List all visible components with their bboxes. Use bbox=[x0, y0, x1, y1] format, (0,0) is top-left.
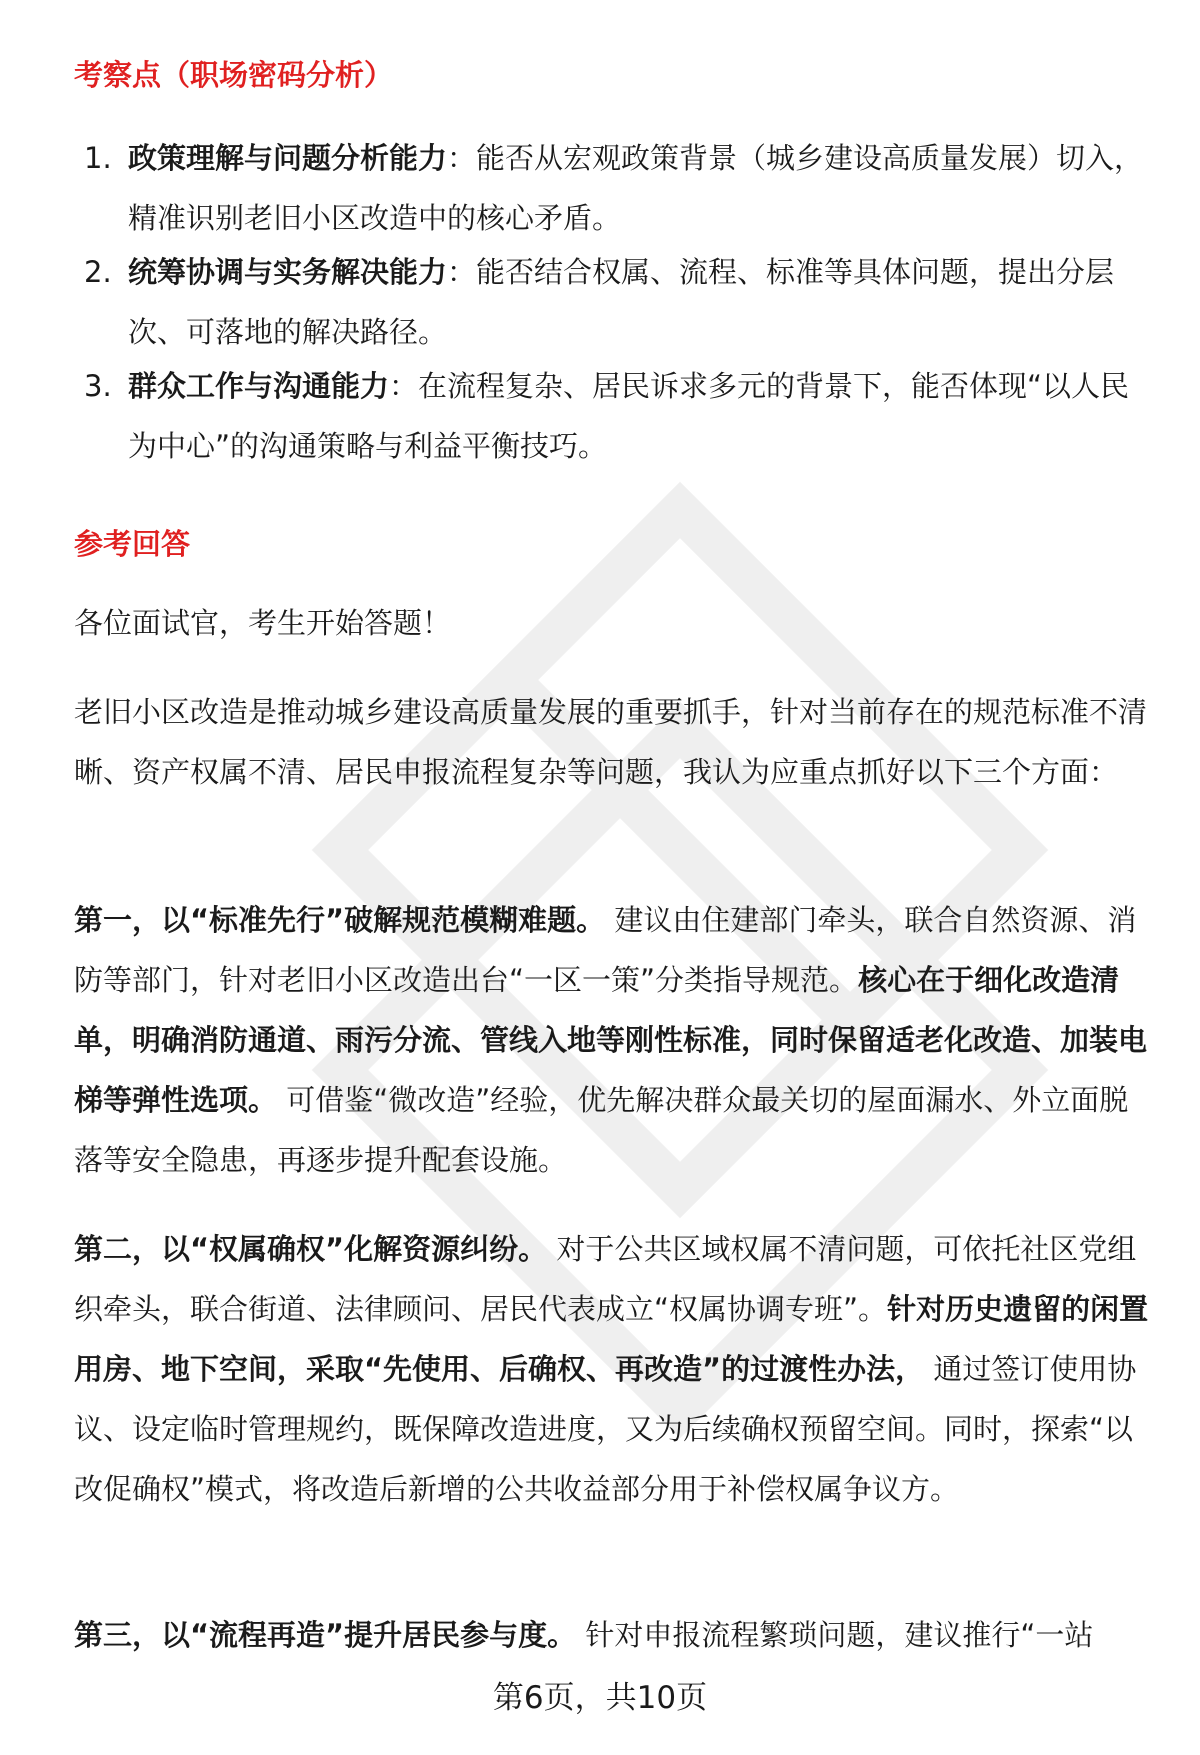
point-one-paragraph bbox=[74, 890, 1156, 1190]
list-number: 2. bbox=[84, 255, 112, 289]
answer-heading: 参考回答 bbox=[74, 527, 191, 561]
page-number: 第6页，共10页 bbox=[492, 1680, 708, 1716]
analysis-item-1 bbox=[74, 128, 1156, 248]
analysis-item-3 bbox=[74, 356, 1156, 476]
item-text: ：在流程复杂、居民诉求多元的背景下，能否体现“以人民为中心”的沟通策略与利益平衡技巧。 bbox=[128, 369, 1130, 463]
point-one-text-2: 可借鉴“微改造”经验，优先解决群众最关切的屋面漏水、外立面脱落等安全隐患，再逐步提升配套设施。 bbox=[74, 1083, 1129, 1177]
item-text: ：能否结合权属、流程、标准等具体问题，提出分层次、可落地的解决路径。 bbox=[128, 255, 1115, 349]
item-title: 统筹协调与实务解决能力 bbox=[128, 255, 448, 289]
point-one-title: 第一，以“标准先行”破解规范模糊难题。 bbox=[74, 903, 606, 937]
analysis-heading: 考察点（职场密码分析） bbox=[74, 58, 394, 92]
point-three-paragraph bbox=[74, 1605, 1156, 1665]
point-three-title: 第三，以“流程再造”提升居民参与度。 bbox=[74, 1618, 577, 1652]
point-two-text: 对于公共区域权属不清问题，可依托社区党组织牵头，联合街道、法律顾问、居民代表成立“权属协调专班”。 bbox=[74, 1232, 1137, 1326]
list-number: 1. bbox=[84, 141, 112, 175]
item-title: 群众工作与沟通能力 bbox=[128, 369, 390, 403]
item-title: 政策理解与问题分析能力 bbox=[128, 141, 448, 175]
point-one-text: 建议由住建部门牵头，联合自然资源、消防等部门，针对老旧小区改造出台“一区一策”分类指导规范。 bbox=[74, 903, 1137, 997]
analysis-list bbox=[74, 128, 1156, 476]
analysis-item-2 bbox=[74, 242, 1156, 362]
point-two-emphasis: 针对历史遗留的闲置用房、地下空间，采取“先使用、后确权、再改造”的过渡性办法， bbox=[74, 1292, 1149, 1386]
point-three-text: 针对申报流程繁琐问题，建议推行“一站 bbox=[585, 1618, 1094, 1652]
intro-paragraph: 老旧小区改造是推动城乡建设高质量发展的重要抓手，针对当前存在的规范标准不清晰、资产权属不清、居民申报流程复杂等问题，我认为应重点抓好以下三个方面： bbox=[74, 695, 1148, 789]
point-one-emphasis: 核心在于细化改造清单，明确消防通道、雨污分流、管线入地等刚性标准，同时保留适老化改造、加装电梯等弹性选项。 bbox=[74, 963, 1148, 1117]
point-two-text-2: 通过签订使用协议、设定临时管理规约，既保障改造进度，又为后续确权预留空间。同时，探索“以改促确权”模式，将改造后新增的公共收益部分用于补偿权属争议方。 bbox=[74, 1352, 1137, 1506]
list-number: 3. bbox=[84, 369, 112, 403]
greeting-paragraph: 各位面试官，考生开始答题！ bbox=[74, 606, 452, 640]
point-two-title: 第二，以“权属确权”化解资源纠纷。 bbox=[74, 1232, 548, 1266]
point-two-paragraph bbox=[74, 1219, 1156, 1519]
item-text: ：能否从宏观政策背景（城乡建设高质量发展）切入，精准识别老旧小区改造中的核心矛盾。 bbox=[128, 141, 1144, 235]
